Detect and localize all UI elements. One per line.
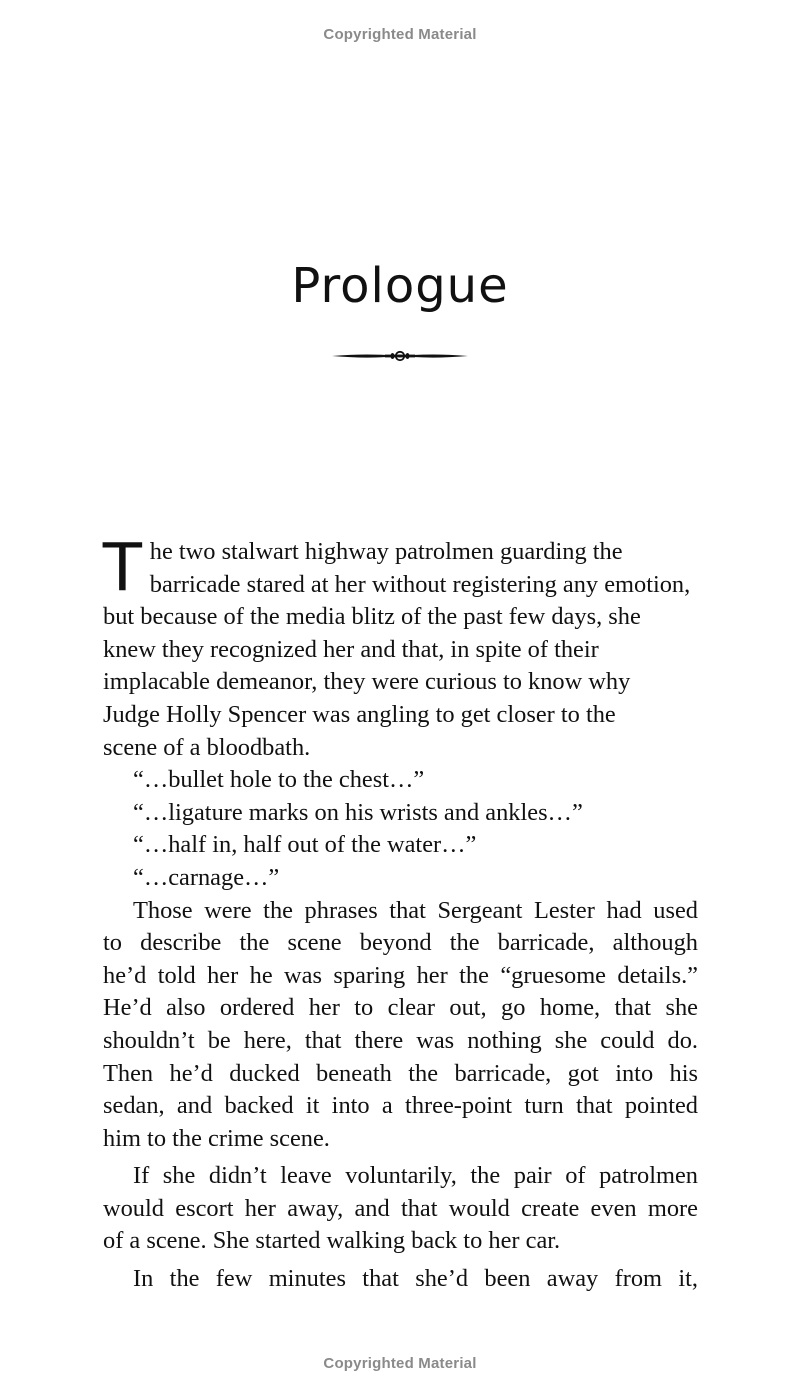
text-line: he two stalwart highway patrolmen guarding the	[149, 538, 623, 565]
paragraph-3	[103, 1160, 698, 1258]
paragraph-1	[101, 527, 698, 764]
dialogue-line-1: “…bullet hole to the chest…”	[133, 766, 425, 794]
dialogue-line-3: “…half in, half out of the water…”	[133, 831, 477, 859]
text-line: scene of a bloodbath.	[103, 733, 311, 761]
text-line: would escort her away, and that would create even more	[103, 1194, 698, 1222]
text-line: barricade stared at her without registering any emotion,	[149, 570, 691, 598]
paragraph-4	[103, 1263, 698, 1296]
chapter-title: Prologue	[291, 258, 509, 314]
text-line: Then he’d ducked beneath the barricade, got into his	[103, 1059, 698, 1087]
text-line: If she didn’t leave voluntarily, the pair of patrolmen	[133, 1162, 698, 1190]
text-line: implacable demeanor, they were curious to know why	[103, 668, 631, 696]
text-line: of a scene. She started walking back to her car.	[103, 1227, 561, 1255]
text-line: Judge Holly Spencer was angling to get closer to the	[103, 700, 616, 728]
text-line: sedan, and backed it into a three-point turn that pointed	[103, 1092, 698, 1120]
copyright-watermark-top: Copyrighted Material	[323, 26, 477, 43]
text-line: knew they recognized her and that, in spite of their	[103, 635, 599, 663]
copyright-watermark-bottom: Copyrighted Material	[323, 1355, 477, 1372]
prologue-body	[101, 527, 698, 1296]
flourish-divider-icon	[331, 349, 469, 363]
paragraph-2	[103, 895, 698, 1156]
text-line: but because of the media blitz of the past few days, she	[103, 603, 641, 631]
text-line: he’d told her he was sparing her the “gruesome details.”	[103, 961, 698, 989]
drop-cap-letter: T	[101, 527, 144, 605]
dialogue-line-4: “…carnage…”	[133, 863, 280, 891]
text-line: him to the crime scene.	[103, 1124, 330, 1152]
text-line: He’d also ordered her to clear out, go home, that she	[103, 994, 698, 1022]
text-line: In the few minutes that she’d been away from it,	[133, 1265, 698, 1293]
text-line: to describe the scene beyond the barricade, although	[103, 929, 698, 957]
dialogue-line-2: “…ligature marks on his wrists and ankles…”	[133, 798, 583, 826]
text-line: shouldn’t be here, that there was nothing she could do.	[103, 1026, 698, 1054]
text-line: Those were the phrases that Sergeant Lester had used	[133, 896, 698, 924]
